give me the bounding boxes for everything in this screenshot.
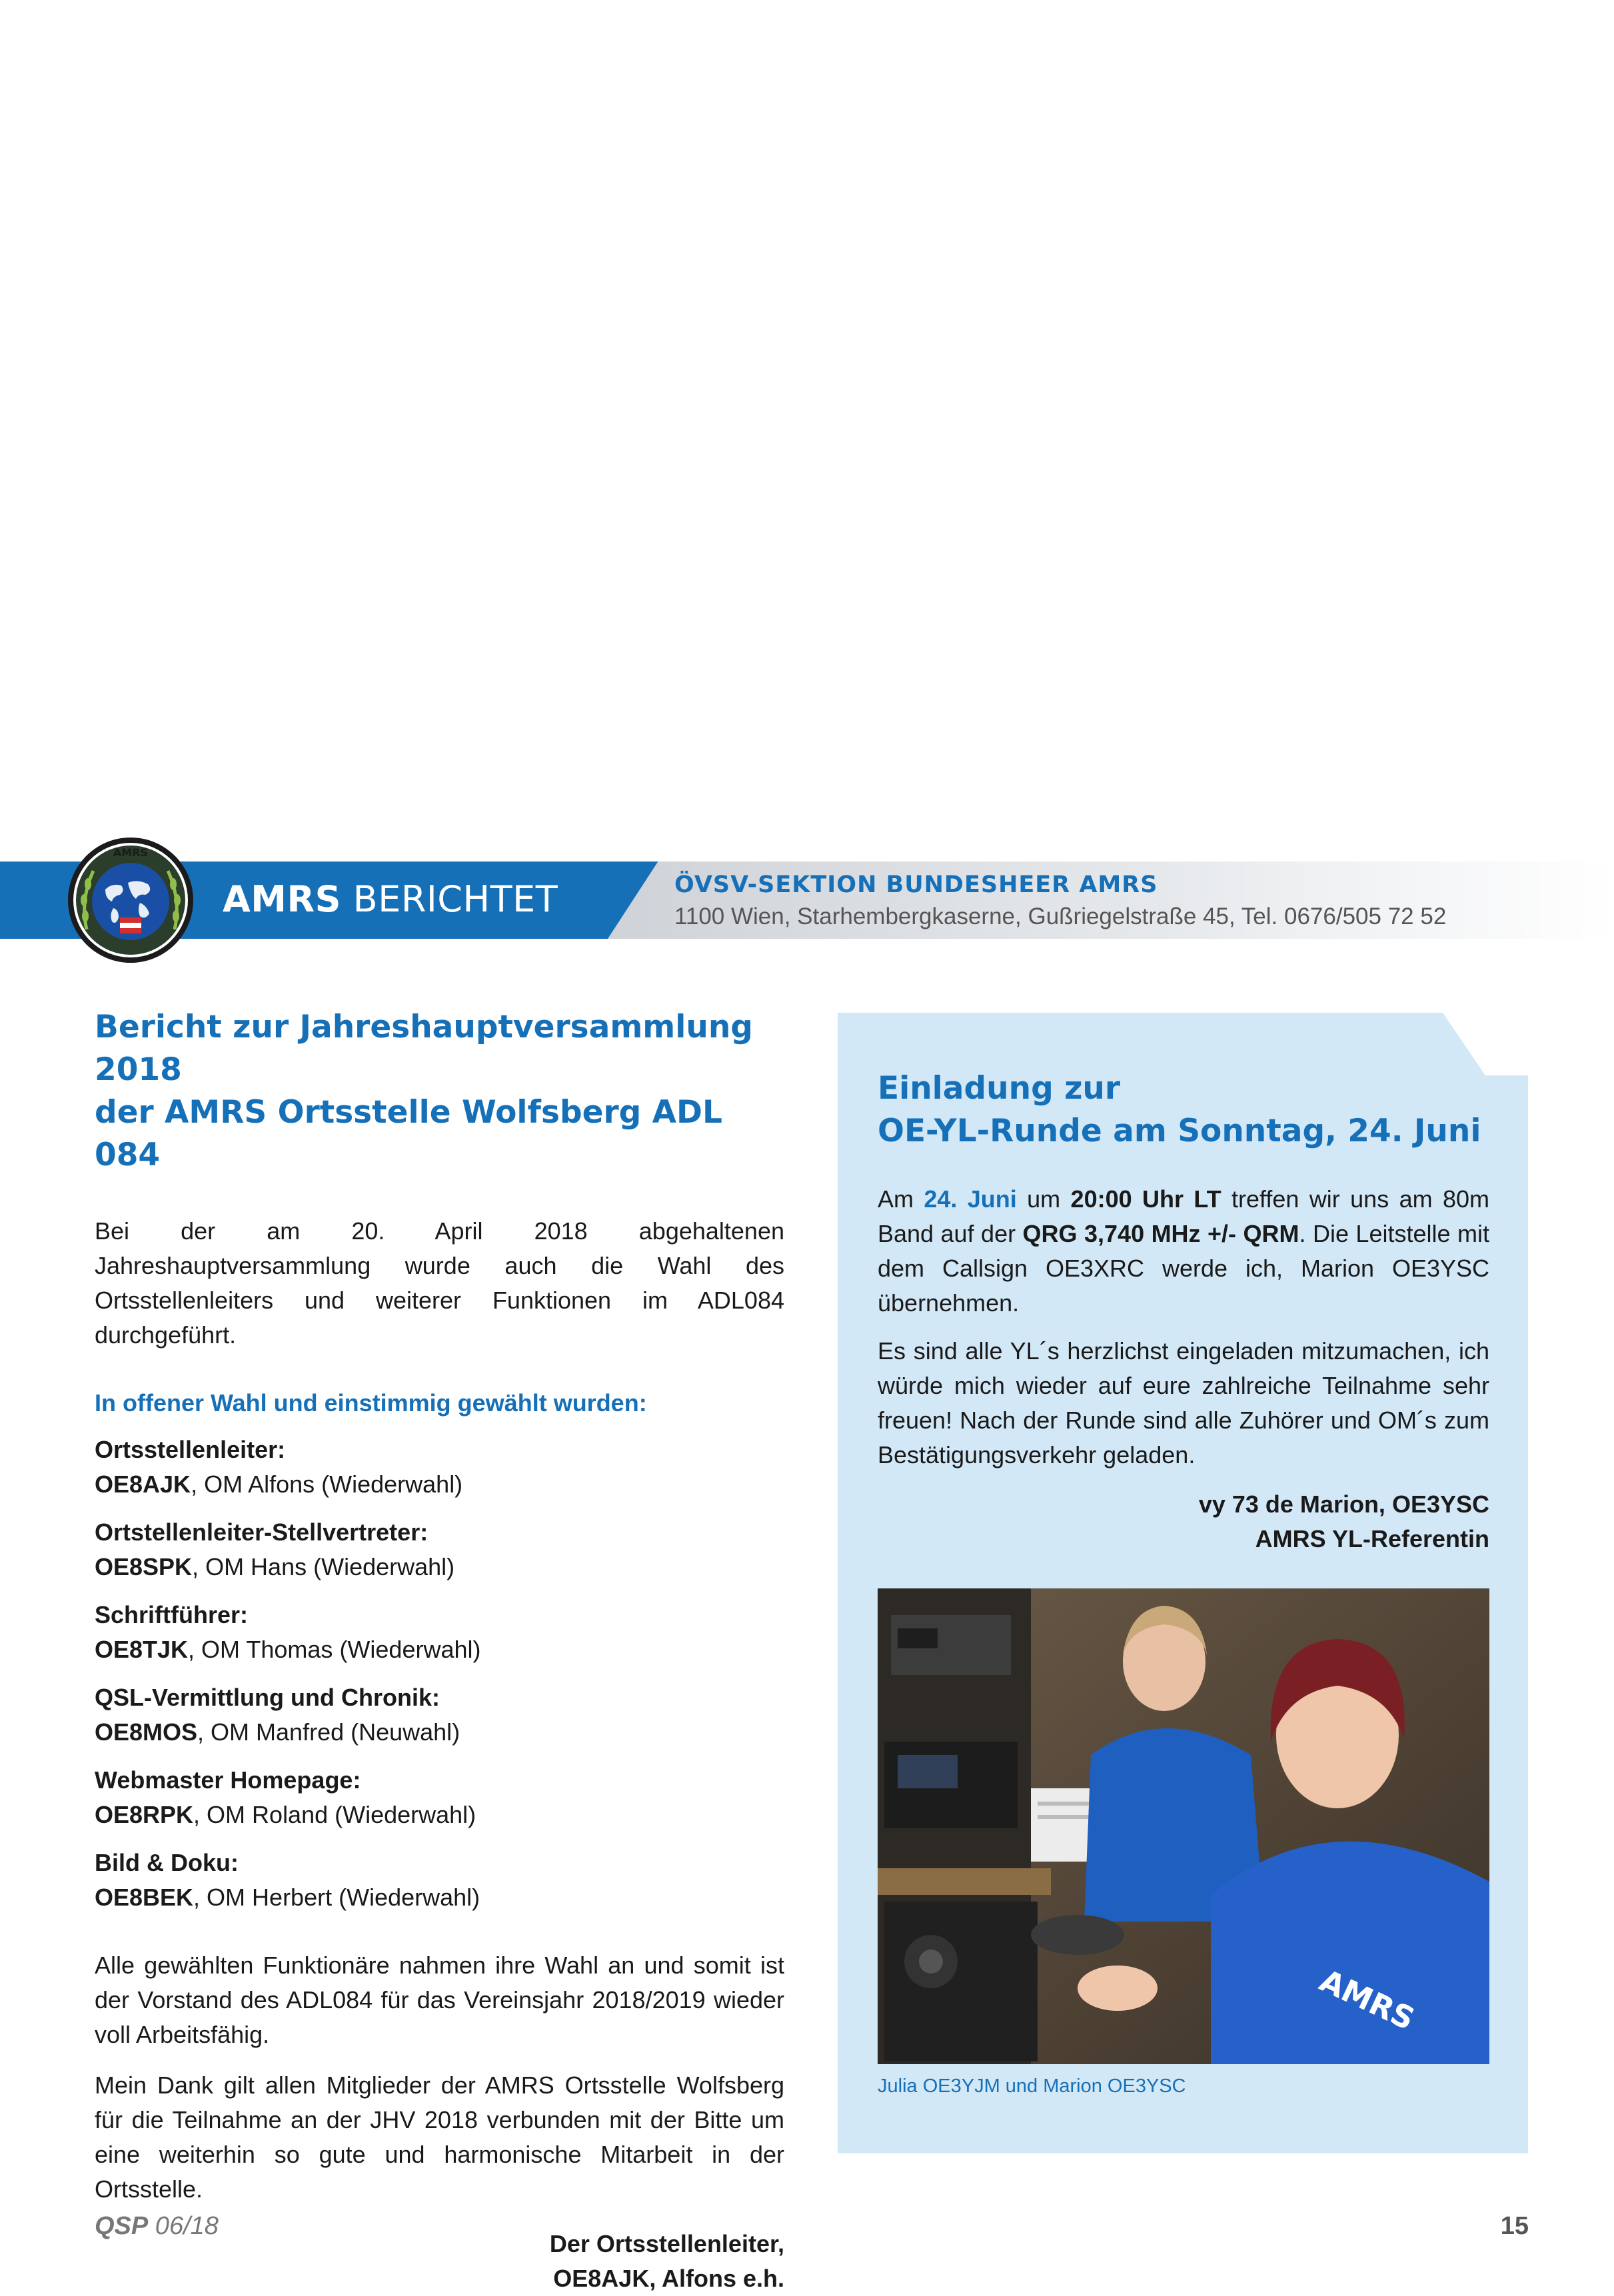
invitation-box [838, 1013, 1528, 2153]
section-name: ÖVSV-SEKTION BUNDESHEER AMRS [674, 871, 1158, 898]
role-entry: Schriftführer: OE8TJK, OM Thomas (Wiederwahl) [95, 1601, 481, 1663]
article-closing: Alle gewählten Funktionäre nahmen ihre Wahl an und somit ist der Vorstand des ADL084 für das Vereinsjahr 2018/2019 wieder voll Arbeitsfähig. [95, 1952, 784, 2048]
invitation-title: Einladung zur OE-YL-Runde am Sonntag, 24. Juni [878, 1070, 1481, 1149]
role-entry: Webmaster Homepage: OE8RPK, OM Roland (Wiederwahl) [95, 1766, 476, 1828]
article-thanks: Mein Dank gilt allen Mitglieder der AMRS Ortsstelle Wolfsberg für die Teilnahme an der JHV 2018 verbunden mit der Bitte um eine weiterhin so gute und harmonische Mitarbeit in der Ortsstelle. [95, 2071, 784, 2203]
magazine-issue: QSP 06/18 [95, 2212, 219, 2240]
invitation-text: Es sind alle YL´s herzlichst eingeladen mitzumachen, ich würde mich wieder auf eure zahlreiche Teilnahme sehr freuen! Nach der Runde sind alle Zuhörer und OM´s zum Bestätigungsverkehr geladen. [878, 1337, 1489, 1468]
box-notch [1443, 1013, 1528, 1075]
svg-text:AMRS: AMRS [1314, 1962, 1421, 2037]
photo-radio-operators [878, 1588, 1489, 2064]
role-entry: Ortsstellenleiter: OE8AJK, OM Alfons (Wiederwahl) [95, 1436, 463, 1498]
role-entry: Bild & Doku: OE8BEK, OM Herbert (Wiederwahl) [95, 1849, 480, 1911]
role-entry: Ortstellenleiter-Stellvertreter: OE8SPK, OM Hans (Wiederwahl) [95, 1518, 455, 1580]
photo-caption: Julia OE3YJM und Marion OE3YSC [878, 2075, 1186, 2097]
article-title: Bericht zur Jahreshauptversammlung 2018 der AMRS Ortsstelle Wolfsberg ADL 084 [95, 1009, 753, 1173]
article-column [95, 1006, 784, 2296]
header-title: AMRS BERICHTET [223, 878, 558, 920]
page-number: 15 [1500, 2212, 1529, 2240]
article-signature: Der Ortsstellenleiter, OE8AJK, Alfons e.h. [549, 2230, 784, 2292]
invitation-signature: vy 73 de Marion, OE3YSC AMRS YL-Referentin [1198, 1490, 1489, 1552]
invitation-details: Am 24. Juni um 20:00 Uhr LT treffen wir uns am 80m Band auf der QRG 3,740 MHz +/- QRM. Die Leitstelle mit dem Callsign OE3XRC werde ich, Marion OE3YSC übernehmen. [878, 1185, 1489, 1317]
role-entry: QSL-Vermittlung und Chronik: OE8MOS, OM Manfred (Neuwahl) [95, 1684, 460, 1746]
svg-text:AMRS: AMRS [113, 846, 149, 859]
section-address: 1100 Wien, Starhembergkaserne, Gußriegelstraße 45, Tel. 0676/505 72 52 [674, 903, 1447, 929]
elected-heading: In offener Wahl und einstimmig gewählt wurden: [95, 1389, 647, 1417]
amrs-logo-icon [67, 836, 195, 964]
article-intro: Bei der am 20. April 2018 abgehaltenen Jahreshauptversammlung wurde auch die Wahl des Ortsstellenleiters und weiterer Funktionen im ADL084 durchgeführt. [95, 1217, 784, 1349]
